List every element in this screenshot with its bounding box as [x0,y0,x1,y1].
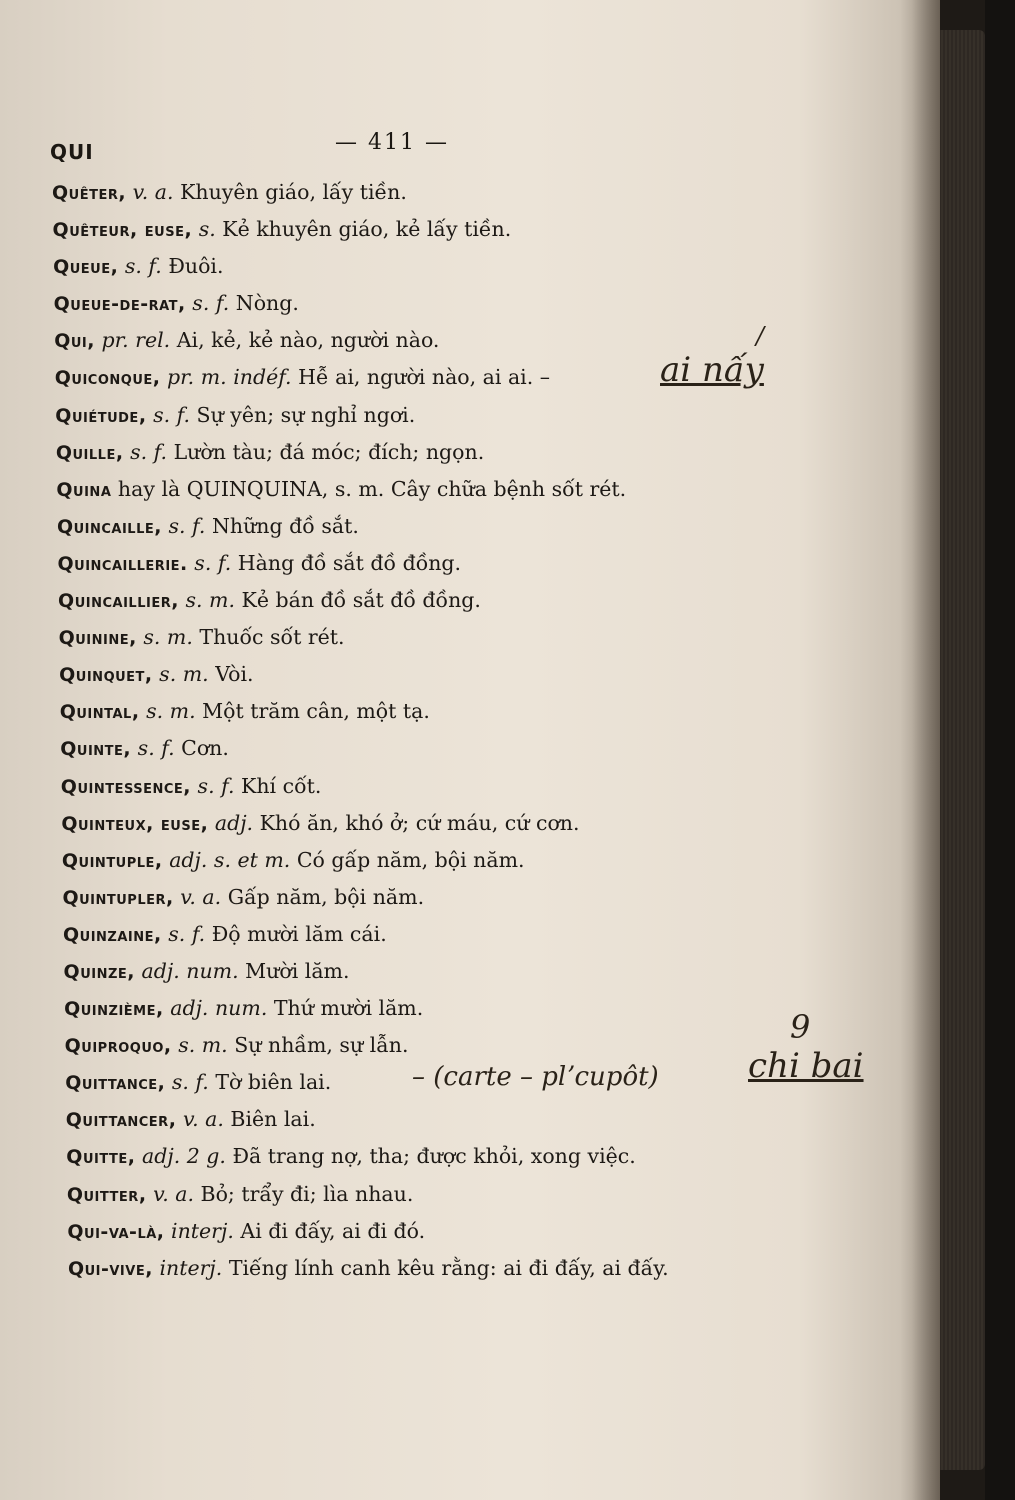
dictionary-entry [67,1176,912,1213]
entry-grammar: s. m. [146,699,196,724]
entry-definition: Thuốc sốt rét. [199,625,345,650]
entry-definition: Lườn tàu; đá móc; đích; ngọn. [173,439,485,464]
dictionary-entry [66,1101,912,1138]
entry-headword: Quintuple, [61,849,163,872]
entry-headword: Quinze, [63,960,135,983]
entry-definition: Thứ mười lăm. [273,996,424,1021]
entry-headword: Quinte, [60,738,132,761]
entry-grammar: s. m. [185,588,235,613]
dictionary-entry [61,805,912,842]
entry-headword: Quintessence, [60,775,192,798]
entry-grammar: s. f. [153,402,191,427]
entry-headword: Quinine, [58,627,137,650]
entry-grammar: s. m. [159,662,209,687]
dictionary-entry [53,211,912,248]
entry-definition: Hàng đồ sắt đồ đồng. [237,550,462,575]
entry-definition: Đuôi. [168,254,224,279]
entry-definition: Khuyên giáo, lấy tiền. [180,180,407,204]
dictionary-entry [60,730,912,767]
entry-headword: Quinteux, euse, [61,812,209,835]
entry-headword: Qui, [54,330,95,353]
entry-grammar: v. a. [180,884,222,909]
entry-definition: Có gấp năm, bội năm. [296,847,525,872]
entry-grammar: adj. [214,810,254,835]
entry-grammar: adj. 2 g. [142,1144,226,1169]
entry-definition: Gấp năm, bội năm. [227,884,425,909]
entry-headword: Qui-va-là, [67,1220,165,1243]
head-word: QUI [50,140,94,164]
entry-definition: Bỏ; trẩy đi; lìa nhau. [200,1181,414,1206]
dictionary-entry [59,619,912,656]
dictionary-entry [55,397,912,434]
dictionary-entry [60,693,912,730]
entry-definition: Sự yên; sự nghỉ ngơi. [196,402,416,427]
entry-headword: Quinzième, [64,998,164,1021]
entry-definition: Khí cốt. [241,773,322,798]
entry-headword: Quitte, [66,1146,136,1169]
entry-definition: hay là QUINQUINA, s. m. Cây chữa bệnh sốt rét. [117,476,627,501]
dictionary-entry [56,471,912,508]
entry-grammar: s. f. [130,439,168,464]
entry-definition: Đã trang nợ, tha; được khỏi, xong việc. [232,1144,636,1169]
dictionary-entry [66,1138,912,1175]
entry-headword: Quêteur, euse, [52,219,193,242]
entry-definition: Cơn. [181,736,229,761]
dictionary-entry [64,990,912,1027]
entry-grammar: interj. [171,1218,234,1243]
entry-headword: Quincaillier, [58,590,179,613]
handwritten-note-chi-bai-text: chi bai [748,1046,864,1086]
dictionary-entry [52,174,912,211]
entry-headword: Quille, [55,441,124,464]
entry-definition: Kẻ bán đồ sắt đồ đồng. [241,588,481,613]
entry-headword: Quincaille, [56,515,162,538]
dictionary-entry [63,916,912,953]
running-head [0,0,940,170]
dictionary-entry [64,953,912,990]
entry-grammar: adj. num. [170,996,268,1021]
dictionary-entry [54,322,912,359]
entry-headword: Quiétude, [55,404,147,427]
entry-headword: Queue, [53,256,119,279]
entry-definition: Kẻ khuyên giáo, kẻ lấy tiền. [222,217,512,242]
handwritten-note-chi-bai [748,1046,864,1086]
entry-grammar: s. f. [171,1070,209,1095]
entry-grammar: s. [198,217,216,242]
entry-headword: Quêter, [52,182,127,204]
entry-headword: Quittancer, [65,1109,177,1132]
entry-headword: Quintal, [59,701,140,724]
entry-grammar: pr. m. indéf. [167,365,292,390]
dictionary-entry [67,1213,912,1250]
entry-definition: Tờ biên lai. [215,1070,332,1095]
handwritten-note-ai-nay: ai nấy [660,350,764,390]
dictionary-entry [54,285,912,322]
entry-grammar: s. f. [197,773,235,798]
entry-definition: Hễ ai, người nào, ai ai. – [298,365,551,390]
entry-headword: Quincaillerie. [57,552,188,575]
dictionary-entry [55,359,912,396]
entry-definition: Vòi. [215,662,254,687]
entry-grammar: s. m. [143,625,193,650]
dictionary-entries [52,174,912,1287]
entry-headword: Quinzaine, [63,923,162,946]
book-cover [985,0,1015,1500]
dictionary-entry [68,1250,912,1287]
entry-headword: Quittance, [65,1072,166,1095]
entry-headword: Quinquet, [59,664,153,687]
dictionary-entry [56,434,912,471]
entry-definition: Ai, kẻ, kẻ nào, người nào. [176,328,440,353]
entry-definition: Một trăm cân, một tạ. [202,699,430,724]
entry-definition: Ai đi đấy, ai đi đó. [240,1218,426,1243]
handwritten-note-nine: 9 [790,1008,811,1046]
entry-grammar: s. f. [137,736,175,761]
entry-headword: Queue-de-rat, [53,293,186,316]
entry-headword: Qui-vive, [67,1257,153,1280]
dictionary-entry [58,545,913,582]
page-number: — 411 — [335,130,449,155]
entry-grammar: v. a. [132,180,174,204]
entry-grammar: pr. rel. [101,328,171,353]
dictionary-entry [62,879,912,916]
entry-definition: Khó ăn, khó ở; cứ máu, cứ cơn. [259,810,580,835]
book-page-edges [940,30,985,1470]
entry-grammar: interj. [159,1255,223,1280]
entry-grammar: s. f. [124,254,162,279]
entry-headword: Quina [56,478,112,501]
entry-headword: Quiconque, [54,367,161,390]
entry-definition: Tiếng lính canh kêu rằng: ai đi đấy, ai đấy. [228,1255,669,1280]
entry-grammar: v. a. [182,1107,224,1132]
entry-definition: Mười lăm. [245,958,350,983]
dictionary-entry [62,842,912,879]
dictionary-entry [58,582,912,619]
entry-grammar: adj. s. et m. [169,847,291,872]
entry-definition: Biên lai. [230,1107,316,1132]
dictionary-entry [59,656,912,693]
entry-grammar: adj. num. [141,958,239,983]
entry-grammar: s. f. [168,513,206,538]
entry-definition: Sự nhầm, sự lẫn. [234,1033,409,1058]
entry-grammar: s. f. [192,291,230,316]
handwritten-mark: / [756,322,765,350]
entry-definition: Độ mười lăm cái. [211,921,387,946]
entry-headword: Quitter, [66,1183,147,1206]
entry-grammar: s. m. [178,1033,228,1058]
entry-grammar: s. f. [194,550,232,575]
entry-definition: Nòng. [235,291,299,316]
dictionary-entry [61,768,912,805]
dictionary-entry [57,508,912,545]
dictionary-entry [53,248,912,285]
entry-grammar: v. a. [153,1181,194,1206]
handwritten-note-carte: – (carte – plʼcupôt) [412,1062,659,1092]
entry-headword: Quintupler, [62,886,174,909]
entry-grammar: s. f. [168,921,206,946]
entry-definition: Những đồ sắt. [211,513,359,538]
entry-headword: Quiproquo, [64,1035,172,1058]
